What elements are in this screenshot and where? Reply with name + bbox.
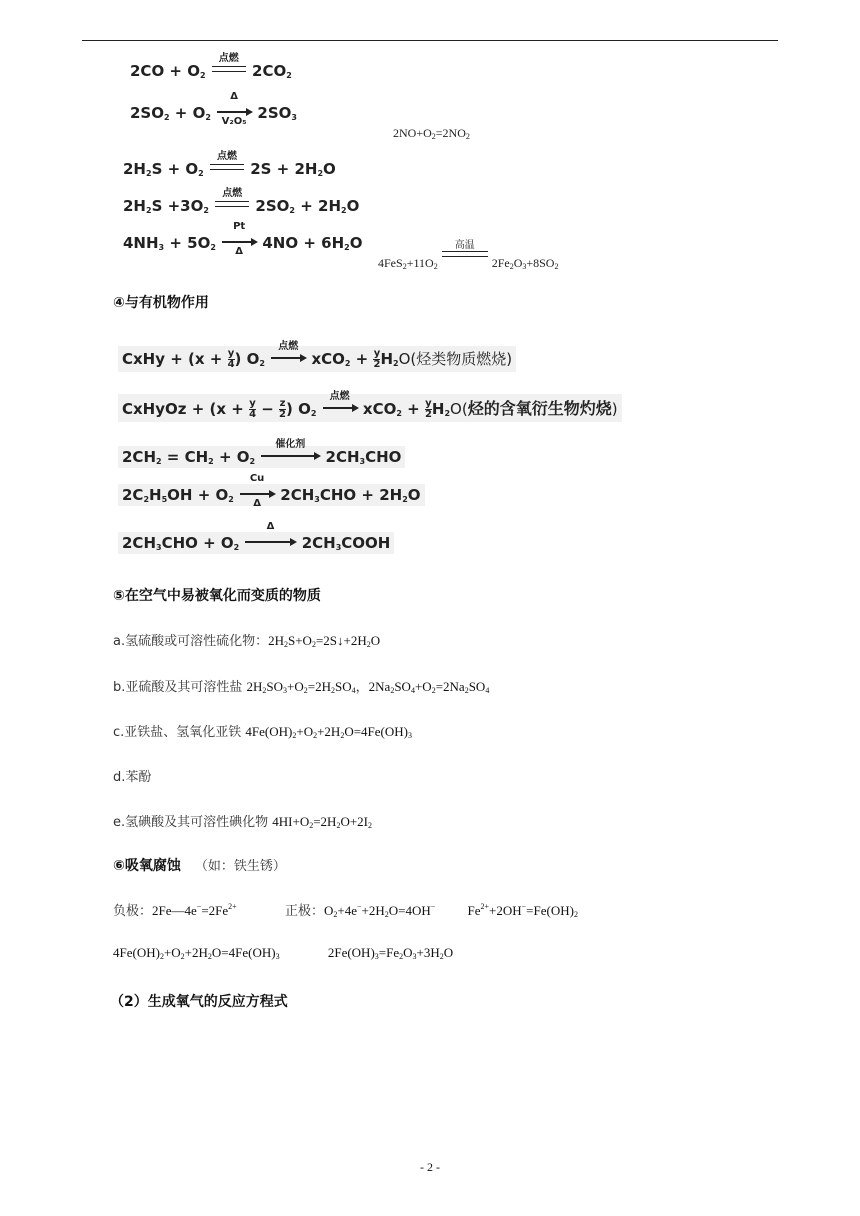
section-organic-title: ④与有机物作用 <box>113 295 209 311</box>
section-oxygen-generation-title: （2）生成氧气的反应方程式 <box>110 994 288 1010</box>
page-number: - 2 - <box>420 1160 440 1174</box>
equation-ethanol-oxidation: $2C_2H_5OH + O_2$ $\frac{Cu}{\Delta}$ $2CH_3CHO + 2H_2O$ <box>118 484 425 506</box>
equation-oxygenated-combustion: CxHyOz + ($x + \frac{y}{4}$ − $\frac{z}{2}$ ) $O_2$ 点燃 $xCO_2 + \frac{y}{2}$ $H_2O$(烃的含氧衍生物灼烧) <box>118 394 622 422</box>
equation-h2s-2: $2H_2S +3O_2$ 点燃 $2SO_2 + 2H_2O$ <box>123 188 360 215</box>
section-air-oxidation-title: ⑤在空气中易被氧化而变质的物质 <box>113 588 321 604</box>
section-corrosion-title: ⑥吸氧腐蚀 （如：铁生锈） <box>113 858 286 874</box>
corrosion-hydroxide-line: $4Fe(OH)_2+O_2+2H_2O=4Fe(OH)_3$ $2Fe(OH)_3=Fe_2O_3+3H_2O$ <box>113 945 454 961</box>
equation-fes2: $4FeS_2+11O_2$ 高温 $2Fe_2O_3+8SO_2$ <box>378 240 559 271</box>
equation-nh3: $4NH_3 + 5O_2$ $\frac{Pt}{\Delta}$ $4NO + 6H_2O$ <box>123 221 363 257</box>
item-d: d.苯酚 <box>113 770 152 785</box>
equation-acetaldehyde-oxidation: $2CH_3CHO + O_2$ Δ $2CH_3COOH$ <box>118 532 394 554</box>
equation-co: $2CO + O_2$ 点燃 $2CO_2$ <box>130 53 292 80</box>
item-e: e.氢碘酸及其可溶性碘化物 $4HI+O_2=2H_2O+2I_2$ <box>113 814 372 830</box>
item-c: c.亚铁盐、氢氧化亚铁 $4Fe(OH)_2+O_2+2H_2O=4Fe(OH)_3$ <box>113 724 412 740</box>
equation-so2: $2SO_2 + O_2$ $\frac{\Delta}{\text{V₂O₅}}$ $2SO_3$ <box>130 91 297 127</box>
corrosion-electrodes: 负极：$2Fe—4e^-=2Fe^{2+}$ 正极：$O_2+4e^-+2H_2O=4OH^-$ $Fe^{2+}+2OH^-=Fe(OH)_2$ <box>113 902 578 919</box>
item-b: b.亚硫酸及其可溶性盐 $2H_2SO_3+O_2=2H_2SO_4$，$2Na_2SO_4+O_2=2Na_2SO_4$ <box>113 679 490 695</box>
header-rule <box>82 40 778 41</box>
equation-ethylene-oxidation: $2CH_2 = CH_2 + O_2$ 催化剂 $2CH_3CHO$ <box>118 446 405 468</box>
equation-h2s-1: $2H_2S + O_2$ 点燃 $2S + 2H_2O$ <box>123 151 336 178</box>
equation-no: $2NO+O_2=2NO_2$ <box>393 126 470 141</box>
equation-hydrocarbon-combustion: CxHy + ($x + \frac{y}{4}$ ) $O_2$ 点燃 $xCO_2 + \frac{y}{2}$ $H_2O$(烃类物质燃烧) <box>118 346 516 372</box>
item-a: a.氢硫酸或可溶性硫化物：$2H_2S+O_2=2S↓+2H_2O$ <box>113 633 381 649</box>
